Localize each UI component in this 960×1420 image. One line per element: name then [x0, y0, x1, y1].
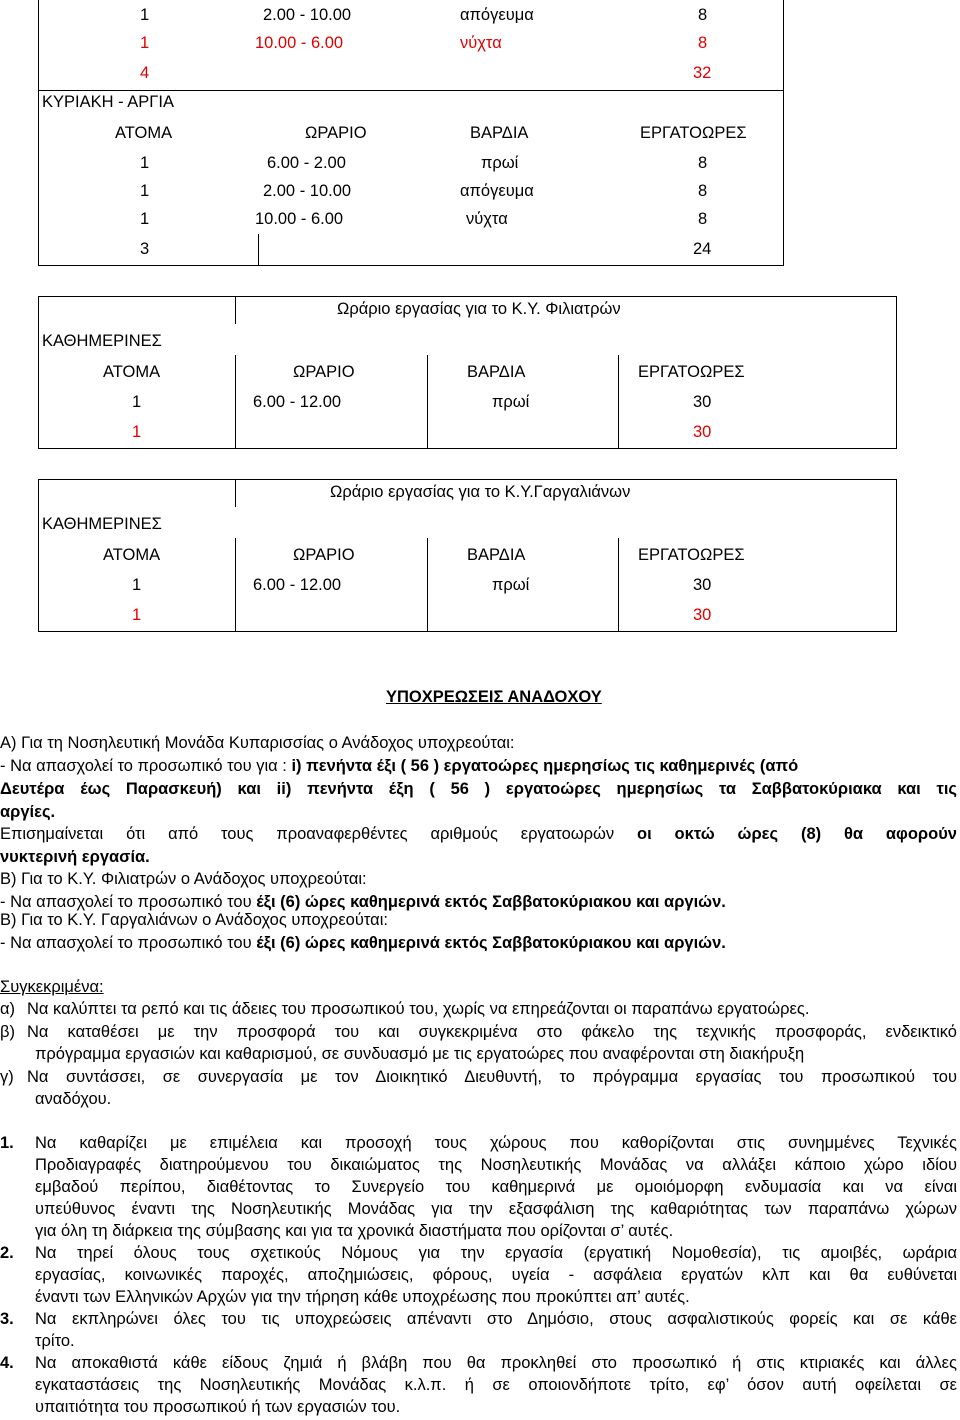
table-border — [896, 296, 897, 449]
para-a-line1-plain: - Να απασχολεί το προσωπικό του για : — [0, 757, 292, 775]
t1-r2-shift: νύχτα — [460, 34, 502, 52]
t3-r1-shift: πρωί — [492, 393, 530, 411]
t4-title: ΚΑΘΗΜΕΡΙΝΕΣ — [42, 515, 162, 533]
table-border — [258, 234, 259, 266]
t2-r3-hours: 10.00 - 6.00 — [255, 210, 344, 228]
t1-r2-persons: 1 — [140, 34, 150, 52]
note-line1-bold: οι οκτώ ώρες (8) θα αφορούν — [637, 825, 957, 843]
para-b-heading: Β) Για το Κ.Υ. Φιλιατρών ο Ανάδοχος υποχρεούται: — [0, 870, 367, 888]
point-2-line3: έναντι των Ελληνικών Αρχών για την τήρηση κάθε υποχρέωσης που προκύπτει απ’ αυτές. — [35, 1288, 690, 1306]
point-2-line1: Να τηρεί όλους τους σχετικούς Νόμους για την εργασία (εργατική Νομοθεσία), τις αμοιβές, ωράρια — [35, 1244, 957, 1262]
t4-r1-persons: 1 — [132, 576, 142, 594]
para-b-line — [0, 892, 726, 912]
table-border — [427, 355, 428, 449]
section-title: ΥΠΟΧΡΕΩΣΕΙΣ ΑΝΑΔΟΧΟΥ — [386, 688, 602, 706]
t1-r2-hours: 10.00 - 6.00 — [255, 34, 344, 52]
t1-r2-manhours: 8 — [698, 34, 708, 52]
t3-caption: Ωράριο εργασίας για το Κ.Υ. Φιλιατρών — [337, 300, 621, 318]
table-border — [38, 631, 897, 632]
t2-r2-manhours: 8 — [698, 182, 708, 200]
item-beta-line1: Να καταθέσει με την προσφορά του και συγκεκριμένα στο φάκελο της τεχνικής προσφοράς, ενδεικτικό — [27, 1023, 957, 1041]
t2-r3-manhours: 8 — [698, 210, 708, 228]
item-alpha-label: α) — [0, 1000, 16, 1018]
para-a-line1-bold: i) πενήντα έξι ( 56 ) εργατοώρες ημερησίως τις καθημερινές (από — [291, 757, 799, 775]
t2-r3-persons: 1 — [140, 210, 150, 228]
para-a-line2: Δευτέρα έως Παρασκευή) και ii) πενήντα έξη ( 56 ) εργατοώρες ημερησίως τα Σαββατοκύριακα και τις — [0, 780, 957, 798]
specifically-heading: Συγκεκριμένα: — [0, 978, 104, 996]
t2-header-shift: ΒΑΡΔΙΑ — [470, 124, 529, 142]
t4-header-hours: ΩΡΑΡΙΟ — [293, 546, 355, 564]
table-border — [38, 448, 897, 449]
item-gamma-line1: Να συντάσσει, σε συνεργασία με τον Διοικητικό Διευθυντή, το πρόγραμμα εργασίας του προσωπικού του — [27, 1068, 957, 1086]
t2-header-hours: ΩΡΑΡΙΟ — [305, 124, 367, 142]
point-4-label: 4. — [0, 1354, 14, 1372]
t3-total-manhours: 30 — [693, 423, 712, 441]
para-b-line-plain: - Να απασχολεί το προσωπικό του — [0, 893, 257, 911]
note-line1-plain: Επισημαίνεται ότι από τους προαναφερθέντες αριθμούς εργατοωρών — [0, 825, 638, 843]
item-alpha-text: Να καλύπτει τα ρεπό και τις άδειες του προσωπικού του, χωρίς να επηρεάζονται οι παραπάνω εργατοώρες. — [27, 1000, 810, 1018]
item-beta-label: β) — [0, 1023, 15, 1041]
point-3-line1: Να εκπληρώνει όλες του τις υποχρεώσεις απέναντι στο Δημόσιο, στους ασφαλιστικούς φορείς και σε κάθε — [35, 1310, 957, 1328]
t2-r2-persons: 1 — [140, 182, 150, 200]
point-3-line2: τρίτο. — [35, 1332, 75, 1350]
table-border — [38, 479, 897, 480]
para-a-line1 — [0, 756, 957, 776]
para-a-line3-text: αργίες. — [0, 803, 56, 821]
table-border — [427, 538, 428, 632]
t4-total-manhours: 30 — [693, 606, 712, 624]
t1-total-persons: 4 — [140, 64, 150, 82]
t3-r1-persons: 1 — [132, 393, 142, 411]
t3-total-persons: 1 — [132, 423, 142, 441]
para-c-line-bold: έξι (6) ώρες καθημερινά εκτός Σαββατοκύριακου και αργιών. — [256, 934, 726, 952]
t3-r1-manhours: 30 — [693, 393, 712, 411]
t3-header-shift: ΒΑΡΔΙΑ — [467, 363, 526, 381]
t2-r1-persons: 1 — [140, 154, 150, 172]
point-3-label: 3. — [0, 1310, 14, 1328]
point-4-line3: υπαιτιότητα του προσωπικού ή των εργασιών του. — [35, 1398, 401, 1416]
table-border — [235, 479, 236, 507]
item-beta-line2: πρόγραμμα εργασιών και καθαρισμού, σε συνδυασμό με τις εργατοώρες που αναφέρονται στη διακήρυξη — [35, 1045, 805, 1063]
t4-total-persons: 1 — [132, 606, 142, 624]
para-c-heading: Β) Για το Κ.Υ. Γαργαλιάνων ο Ανάδοχος υποχρεούται: — [0, 911, 388, 929]
para-b-line-bold: έξι (6) ώρες καθημερινά εκτός Σαββατοκύριακου και αργιών. — [256, 893, 726, 911]
point-1-line2: Προδιαγραφές διατηρούμενου του δικαιώματος της Νοσηλευτικής Μονάδας να αλλάξει κάποιο χώρο ιδίου — [35, 1156, 957, 1174]
table-border — [38, 90, 783, 91]
point-1-line3: εμβαδού περίπου, διαθέτοντας το Συνεργείο του καθημερινά με ομοιόμορφη ενδυμασία και να είναι — [35, 1178, 957, 1196]
t2-r3-shift: νύχτα — [466, 210, 508, 228]
note-line1 — [0, 824, 957, 844]
table-border — [38, 296, 39, 449]
t3-title: ΚΑΘΗΜΕΡΙΝΕΣ — [42, 332, 162, 350]
item-gamma-label: γ) — [0, 1068, 14, 1086]
t2-r1-shift: πρωί — [481, 154, 519, 172]
para-a-line3 — [0, 802, 55, 822]
table-border — [783, 0, 784, 266]
t4-header-shift: ΒΑΡΔΙΑ — [467, 546, 526, 564]
table-border — [618, 538, 619, 632]
t2-r1-hours: 6.00 - 2.00 — [267, 154, 346, 172]
t4-r1-hours: 6.00 - 12.00 — [253, 576, 342, 594]
point-2-line2: εργασίας, κοινωνικές παροχές, αποζημιώσεις, φόρους, υγεία - ασφάλεια εργατών κλπ και θα ευθύνεται — [35, 1266, 957, 1284]
t2-r2-hours: 2.00 - 10.00 — [263, 182, 352, 200]
t4-caption: Ωράριο εργασίας για το Κ.Υ.Γαργαλιάνων — [330, 483, 631, 501]
table-border — [38, 296, 897, 297]
t1-r1-persons: 1 — [140, 6, 150, 24]
t2-header-manhours: ΕΡΓΑΤΟΩΡΕΣ — [640, 124, 747, 142]
item-gamma-line2: αναδόχου. — [35, 1090, 112, 1108]
table-border — [896, 479, 897, 632]
para-c-line-plain: - Να απασχολεί το προσωπικό του — [0, 934, 257, 952]
t2-total-persons: 3 — [140, 240, 150, 258]
t1-total-manhours: 32 — [693, 64, 712, 82]
point-4-line1: Να αποκαθιστά κάθε είδους ζημιά ή βλάβη που θα προκληθεί στο προσωπικό ή στις κτιριακές και άλλες — [35, 1354, 957, 1372]
point-4-line2: εγκαταστάσεις της Νοσηλευτικής Μονάδας κ.λ.π. ή σε οποιονδήποτε τρίτο, εφ’ όσον αυτή οφείλεται σε — [35, 1376, 957, 1394]
table-border — [235, 296, 236, 324]
table-border — [618, 355, 619, 449]
t4-r1-manhours: 30 — [693, 576, 712, 594]
t2-r2-shift: απόγευμα — [460, 182, 534, 200]
t2-title: ΚΥΡΙΑΚΗ - ΑΡΓΙΑ — [42, 93, 174, 111]
t2-r1-manhours: 8 — [698, 154, 708, 172]
point-1-line4: υπεύθυνος έναντι της Νοσηλευτικής Μονάδας για την εξασφάλιση της καθαριότητας των παραπάνω χώρων — [35, 1200, 957, 1218]
t2-header-persons: ΑΤΟΜΑ — [115, 124, 173, 142]
table-border — [235, 355, 236, 449]
t1-r1-shift: απόγευμα — [460, 6, 534, 24]
table-border — [38, 265, 783, 266]
point-1-line1: Να καθαρίζει με επιμέλεια και προσοχή τους χώρους που καθορίζονται στις συνημμένες Τεχνικές — [35, 1134, 957, 1152]
t1-r1-manhours: 8 — [698, 6, 708, 24]
t4-r1-shift: πρωί — [492, 576, 530, 594]
t3-header-persons: ΑΤΟΜΑ — [103, 363, 161, 381]
point-2-label: 2. — [0, 1244, 14, 1262]
table-border — [235, 538, 236, 632]
t1-r1-hours: 2.00 - 10.00 — [263, 6, 352, 24]
t4-header-manhours: ΕΡΓΑΤΟΩΡΕΣ — [638, 546, 745, 564]
t3-header-manhours: ΕΡΓΑΤΟΩΡΕΣ — [638, 363, 745, 381]
point-1-line5: για όλη τη διάρκεια της σύμβασης και για τα χρονικά διαστήματα που ορίζονται σ’ αυτές. — [35, 1222, 674, 1240]
table-border — [38, 479, 39, 632]
point-1-label: 1. — [0, 1134, 14, 1152]
para-c-line — [0, 933, 726, 953]
t2-total-manhours: 24 — [693, 240, 712, 258]
para-a-heading: Α) Για τη Νοσηλευτική Μονάδα Κυπαρισσίας ο Ανάδοχος υποχρεούται: — [0, 734, 515, 752]
t4-header-persons: ΑΤΟΜΑ — [103, 546, 161, 564]
t3-r1-hours: 6.00 - 12.00 — [253, 393, 342, 411]
t3-header-hours: ΩΡΑΡΙΟ — [293, 363, 355, 381]
note-line2: νυκτερινή εργασία. — [0, 848, 150, 866]
table-border — [38, 0, 39, 266]
